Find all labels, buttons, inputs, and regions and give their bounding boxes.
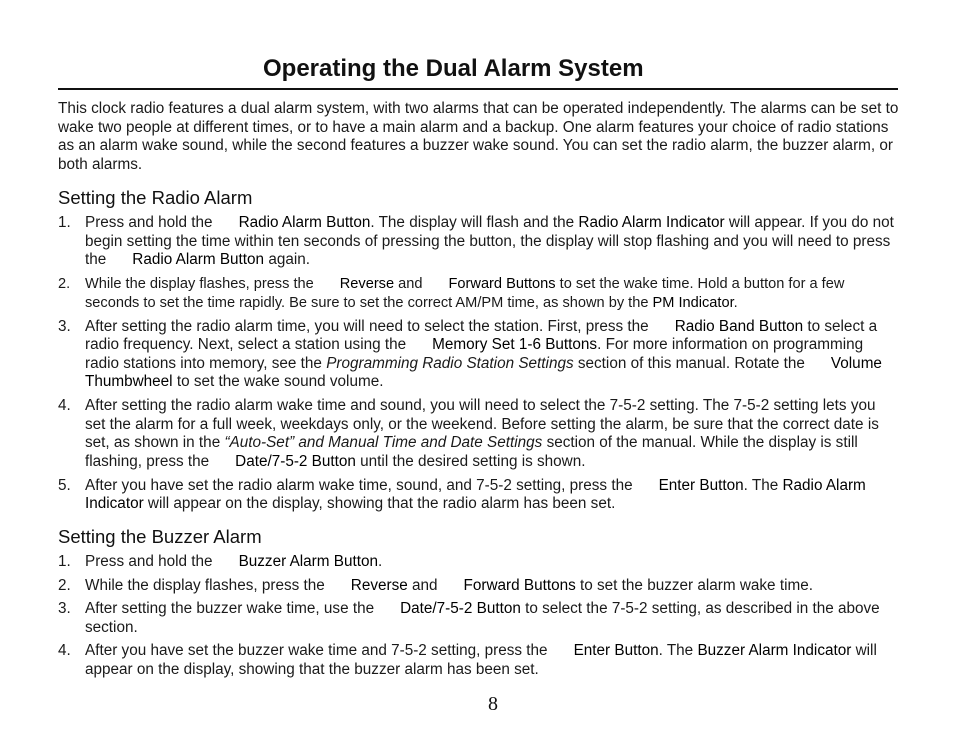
button-name: Reverse	[339, 276, 395, 292]
intro-paragraph: This clock radio features a dual alarm system, with two alarms that can be operated independently. The alarms can be set to wake two people at different times, or to have a main alarm and a backup. One alarm features your choice of radio stations as an alarm wake sound, while the second features a buzzer wake sound. You can set the radio alarm, the buzzer alarm, or both alarms.	[58, 100, 899, 173]
step-text: Press and hold the	[85, 214, 213, 231]
page-title: Operating the Dual Alarm System	[263, 55, 644, 82]
step-text: . The	[743, 476, 779, 494]
step-number: 2.	[58, 276, 71, 292]
step-text: to select the 7-5-2 setting, as described in the above section.	[85, 600, 880, 636]
buzzer-alarm-steps	[58, 553, 900, 684]
step-number: 1.	[58, 214, 71, 231]
step-text: to set the wake time. Hold a button for a few seconds to set the time rapidly. Be sure to set the correct AM/PM time, as shown by the	[85, 276, 845, 311]
step-text: will appear. If you do not begin setting the time within ten seconds of pressing the button, the display will stop flashing and you will need to press the	[85, 214, 894, 268]
button-name: Radio Alarm Button	[132, 251, 265, 268]
step-text: section of the manual. While the display is still flashing, press the	[85, 434, 858, 470]
button-name: Forward Buttons	[463, 576, 576, 594]
step-text: After setting the radio alarm wake time and sound, you will need to select the 7-5-2 setting. The 7-5-2 setting lets you set the alarm for a full week, weekdays only, or the weekend. Before setting the alarm, be sure that the correct date is set, as shown in the	[85, 397, 879, 451]
button-name: Reverse	[350, 576, 408, 594]
step-text: After you have set the buzzer wake time and 7-5-2 setting, press the	[85, 642, 548, 659]
manual-section-reference: Programming Radio Station Settings	[326, 354, 574, 372]
radio-step-5	[58, 477, 900, 514]
control-name: Volume Thumbwheel	[85, 354, 882, 390]
step-number: 3.	[58, 317, 71, 335]
button-name: Enter Button	[573, 642, 659, 659]
step-text: . For more information on programming radio stations into memory, see the	[85, 336, 864, 372]
step-number: 1.	[58, 553, 71, 570]
step-text: to set the buzzer alarm wake time.	[580, 576, 813, 594]
radio-step-3	[58, 318, 900, 392]
step-text: While the display flashes, press the	[85, 576, 325, 594]
radio-step-2	[58, 275, 900, 312]
step-number: 4.	[58, 397, 71, 414]
button-name: Radio Alarm Button	[238, 214, 371, 231]
title-underline	[58, 88, 898, 90]
step-text: will appear on the display, showing that the radio alarm has been set.	[147, 495, 616, 512]
step-number: 4.	[58, 642, 71, 659]
indicator-name: PM Indicator	[652, 294, 734, 311]
button-name: Radio Band Button	[674, 317, 804, 335]
indicator-name: Radio Alarm Indicator	[85, 476, 866, 512]
indicator-name: Radio Alarm Indicator	[578, 214, 725, 231]
buzzer-step-1	[58, 553, 900, 572]
buzzer-step-3	[58, 600, 900, 637]
step-text: After you have set the radio alarm wake time, sound, and 7-5-2 setting, press the	[85, 476, 633, 494]
button-name: Date/7-5-2 Button	[235, 452, 356, 470]
button-name: Buzzer Alarm Button	[238, 553, 378, 570]
step-text: After setting the radio alarm time, you will need to select the station. First, press the	[85, 317, 649, 335]
step-text: section of this manual. Rotate the	[577, 354, 805, 372]
radio-step-1	[58, 214, 900, 270]
step-text: .	[733, 294, 738, 311]
radio-alarm-heading: Setting the Radio Alarm	[58, 187, 253, 208]
step-text: will appear on the display, showing that the buzzer alarm has been set.	[85, 642, 877, 678]
step-text: . The	[658, 642, 694, 659]
radio-alarm-steps	[58, 214, 900, 519]
indicator-name: Buzzer Alarm Indicator	[697, 642, 852, 659]
buzzer-step-4	[58, 642, 900, 679]
radio-step-4	[58, 397, 900, 471]
button-name: Enter Button	[658, 476, 744, 494]
step-text: to select a radio frequency. Next, select a station using the	[85, 317, 878, 353]
step-text: While the display flashes, press the	[85, 276, 314, 292]
step-text: and	[412, 576, 438, 594]
buzzer-step-2	[58, 577, 900, 596]
step-text: to set the wake sound volume.	[176, 373, 384, 390]
page-number: 8	[488, 693, 498, 715]
step-text: .	[378, 553, 383, 570]
step-number: 2.	[58, 576, 71, 594]
step-number: 5.	[58, 476, 71, 494]
step-text: again.	[268, 251, 310, 268]
buzzer-alarm-heading: Setting the Buzzer Alarm	[58, 526, 262, 547]
button-name: Memory Set 1-6 Buttons	[432, 336, 598, 353]
step-text: Press and hold the	[85, 553, 213, 570]
step-text: . The display will flash and the	[370, 214, 575, 231]
button-name: Forward Buttons	[448, 276, 556, 292]
step-text: until the desired setting is shown.	[360, 452, 586, 470]
manual-section-reference: “Auto-Set” and Manual Time and Date Settings	[224, 434, 543, 451]
step-number: 3.	[58, 600, 71, 617]
step-text: After setting the buzzer wake time, use the	[85, 600, 375, 617]
step-text: and	[398, 276, 423, 292]
button-name: Date/7-5-2 Button	[400, 600, 521, 617]
